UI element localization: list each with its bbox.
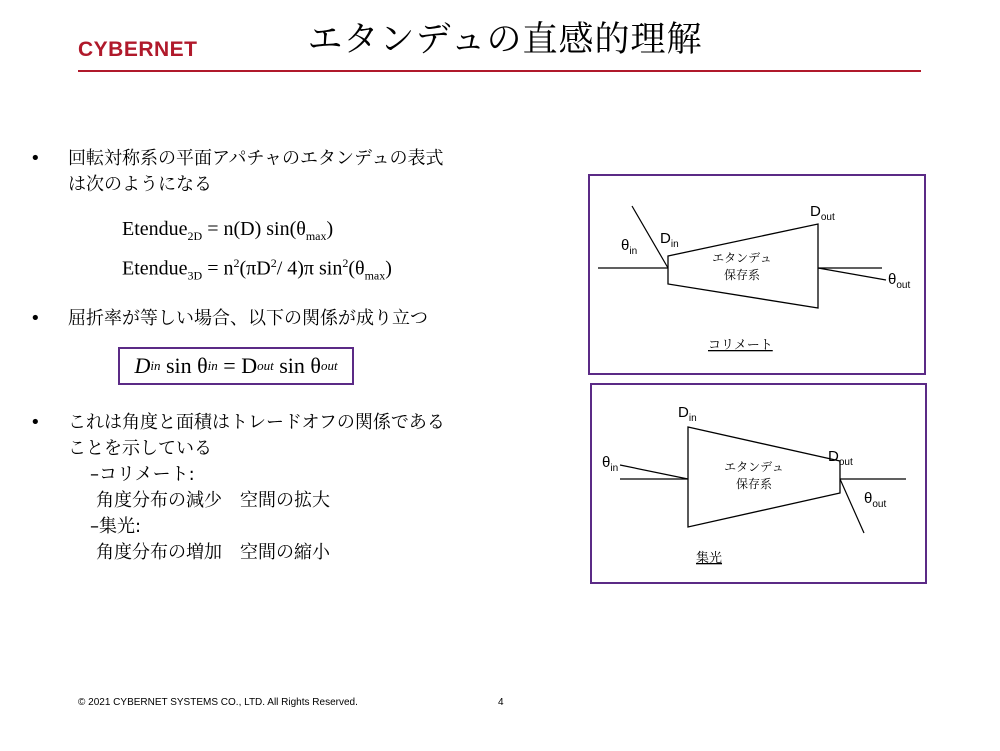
bullet-line: これは角度と面積はトレードオフの関係である [68,412,445,433]
etendue-system-shape [668,224,818,308]
diagram-collimate-drawing [590,176,928,377]
bullet-dot: • [30,308,41,329]
formula-lhs-sub: 3D [187,268,203,283]
d-out-label: $D_{out}$ [810,203,835,223]
caption-collimate: コリメート [708,338,773,353]
boxed-formula-conservation [118,347,354,385]
system-label-line1: エタンデュ [712,251,772,265]
formula-sup: 2 [270,256,277,270]
system-label-line2: 保存系 [735,477,773,491]
d-in-label: $D_{in}$ [660,230,679,250]
formula-sub: in [150,358,161,373]
formula-sin: sin θ [279,353,321,378]
formula-mid: (πD [239,257,271,280]
formula-lhs: Etendue [122,218,188,240]
formula-d-in: D [134,353,151,378]
formula-mid: / 4)π sin [276,257,343,280]
d-in-label: $D_{in}$ [678,404,697,424]
slide-title: エタンデュの直感的理解 [307,20,703,60]
formula-rhs-sub: max [364,268,386,283]
sub-item-collimate-desc: 角度分布の減少 空間の拡大 [96,490,330,511]
system-label-line1: エタンデュ [724,460,784,474]
diagram-collimate [588,174,926,375]
formula-sub: in [207,358,218,373]
formula-sup: 2 [233,256,240,270]
bullet-line: 回転対称系の平面アパチャのエタンデュの表式 [68,148,444,169]
bullet-dot: • [30,148,41,169]
sub-item-collimate: –コリメート: [90,464,195,485]
caption-focus: 集光 [696,551,723,566]
formula-sup: 2 [342,256,349,270]
cybernet-logo: CYBERNET [78,38,198,61]
formula-rhs: = n(D) sin(θ [207,218,306,240]
output-ray-angled [840,479,864,533]
formula-etendue-2d [122,218,333,244]
theta-out-label: $\theta_{out}$ [864,490,887,510]
theta-out-label: $\theta_{out}$ [888,271,911,291]
formula-rhs-sub: max [305,229,327,243]
formula-rhs: = n [207,257,234,280]
formula-close: ) [326,218,334,240]
input-ray-angled [620,465,688,479]
formula-lhs-sub: 2D [187,229,203,243]
formula-sub: out [320,358,338,373]
sub-item-focus: –集光: [90,516,142,537]
formula-sub: out [257,358,274,373]
diagram-focus-drawing [592,385,929,586]
diagram-focus [590,383,927,584]
formula-lhs: Etendue [122,257,188,280]
d-out-label: $D_{out}$ [828,448,853,468]
footer-copyright: © 2021 CYBERNET SYSTEMS CO., LTD. All Rights Reserved. [78,697,358,708]
bullet-line: ことを示している [68,438,212,459]
formula-etendue-3d [122,256,392,284]
bullet-line: 屈折率が等しい場合、以下の関係が成り立つ [68,308,428,329]
title-divider [78,70,921,72]
formula-sin: sin θ [165,353,208,378]
bullet-dot: • [30,412,41,433]
output-ray-angled [818,268,886,280]
formula-eq: = D [223,353,258,378]
bullet-line: は次のようになる [68,174,212,195]
theta-in-label: $\theta_{in}$ [602,454,619,474]
formula-close: ) [385,257,392,280]
formula-mid: (θ [348,257,365,280]
theta-in-label: $\theta_{in}$ [621,237,638,257]
system-label-line2: 保存系 [723,268,761,282]
sub-item-focus-desc: 角度分布の増加 空間の縮小 [96,542,330,563]
page-number: 4 [498,697,504,708]
